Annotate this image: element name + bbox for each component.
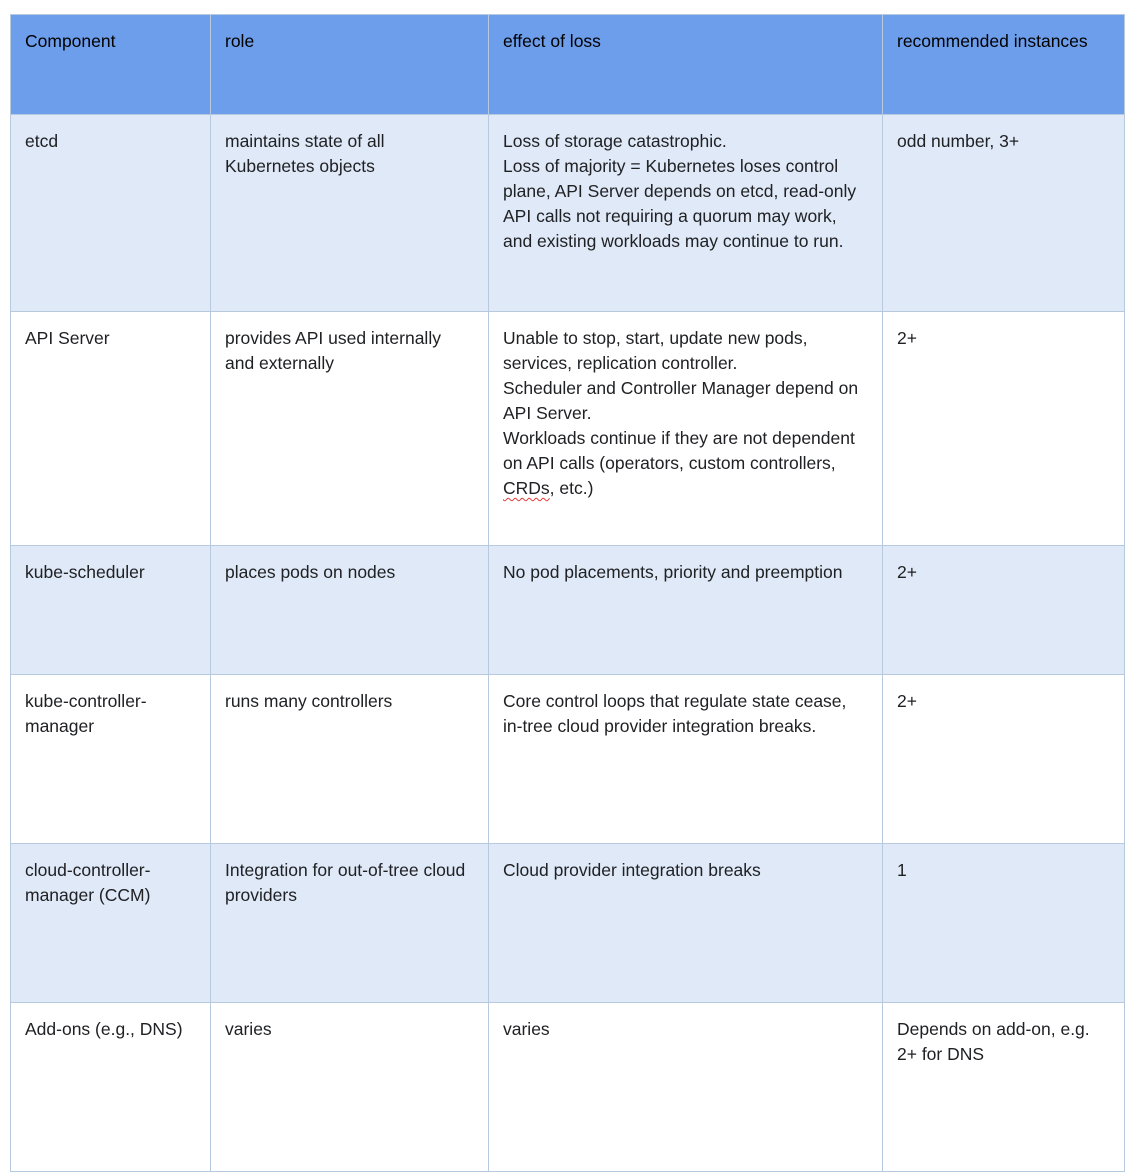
cell-component: API Server	[11, 312, 211, 546]
table-row	[11, 844, 1125, 1003]
cell-effect-of-loss	[489, 312, 883, 546]
effect-line-with-spellcheck: Workloads continue if they are not dependent on API calls (operators, custom controllers, CRDs, etc.)	[503, 428, 855, 498]
cell-effect-of-loss: Core control loops that regulate state cease, in-tree cloud provider integration breaks.	[489, 675, 883, 844]
cell-component: cloud-controller-manager (CCM)	[11, 844, 211, 1003]
table-row	[11, 675, 1125, 844]
cell-recommended-instances: Depends on add-on, e.g. 2+ for DNS	[883, 1003, 1125, 1172]
cell-role: provides API used internally and externally	[211, 312, 489, 546]
cell-role: places pods on nodes	[211, 546, 489, 675]
cell-component: etcd	[11, 115, 211, 312]
effect-line: Loss of majority = Kubernetes loses control plane, API Server depends on etcd, read-only API calls not requiring a quorum may work, and existing workloads may continue to run.	[503, 156, 857, 251]
cell-role: varies	[211, 1003, 489, 1172]
header-row	[11, 15, 1125, 115]
table-row	[11, 1003, 1125, 1172]
cell-role: runs many controllers	[211, 675, 489, 844]
cell-recommended-instances: 1	[883, 844, 1125, 1003]
cell-component: Add-ons (e.g., DNS)	[11, 1003, 211, 1172]
cell-component: kube-controller-manager	[11, 675, 211, 844]
cell-recommended-instances: 2+	[883, 675, 1125, 844]
column-header-effect-of-loss: effect of loss	[489, 15, 883, 115]
cell-effect-of-loss: Cloud provider integration breaks	[489, 844, 883, 1003]
effect-line: Loss of storage catastrophic.	[503, 131, 727, 151]
table-row	[11, 115, 1125, 312]
kubernetes-control-plane-table	[10, 14, 1125, 1172]
table-row	[11, 546, 1125, 675]
cell-effect-of-loss: No pod placements, priority and preemption	[489, 546, 883, 675]
cell-recommended-instances: 2+	[883, 312, 1125, 546]
cell-role: Integration for out-of-tree cloud providers	[211, 844, 489, 1003]
misspelled-word: CRDs	[503, 478, 550, 498]
table-body	[11, 115, 1125, 1172]
column-header-role: role	[211, 15, 489, 115]
table-row	[11, 312, 1125, 546]
cell-recommended-instances: odd number, 3+	[883, 115, 1125, 312]
cell-effect-of-loss	[489, 115, 883, 312]
effect-line: Unable to stop, start, update new pods, services, replication controller.	[503, 328, 808, 373]
column-header-component: Component	[11, 15, 211, 115]
effect-line: Scheduler and Controller Manager depend on API Server.	[503, 378, 859, 423]
cell-effect-of-loss: varies	[489, 1003, 883, 1172]
column-header-recommended-instances: recommended instances	[883, 15, 1125, 115]
cell-component: kube-scheduler	[11, 546, 211, 675]
cell-role: maintains state of all Kubernetes objects	[211, 115, 489, 312]
cell-recommended-instances: 2+	[883, 546, 1125, 675]
table-header	[11, 15, 1125, 115]
